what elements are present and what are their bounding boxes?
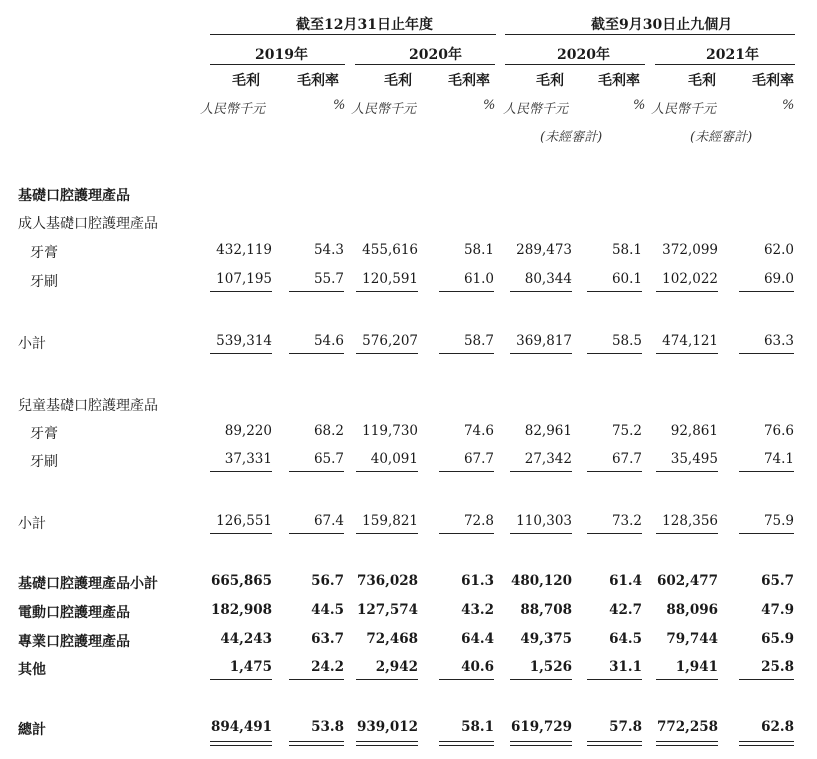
gross-profit-cell: 665,865 <box>210 573 272 589</box>
period-nine-months-underline <box>505 34 795 35</box>
gross-profit-cell: 88,096 <box>666 602 718 618</box>
total-double-underline <box>356 741 418 746</box>
unit-label: 人民幣千元 <box>200 102 266 117</box>
total-double-underline <box>739 741 794 746</box>
column-label: 毛利 <box>688 73 716 89</box>
gross-profit-cell: 92,861 <box>670 423 718 439</box>
gross-margin-cell: 63.3 <box>763 333 794 349</box>
gross-margin-cell: 58.1 <box>611 242 642 258</box>
cell-underline <box>439 533 494 534</box>
gross-profit-cell: 1,475 <box>229 659 272 675</box>
year-header: 2020年 <box>557 47 610 63</box>
gross-margin-cell: 62.8 <box>761 719 794 735</box>
section-title-basic: 基礎口腔護理產品 <box>18 188 130 204</box>
gross-margin-cell: 58.5 <box>611 333 642 349</box>
gross-profit-cell: 128,356 <box>662 513 718 529</box>
cell-underline <box>739 533 794 534</box>
gross-margin-cell: 54.3 <box>313 242 344 258</box>
cell-underline <box>510 533 572 534</box>
row-label: 小計 <box>18 336 46 352</box>
cell-underline <box>289 679 344 680</box>
gross-profit-cell: 539,314 <box>216 333 272 349</box>
gross-margin-cell: 58.7 <box>463 333 494 349</box>
cell-underline <box>656 679 718 680</box>
gross-profit-cell: 619,729 <box>510 719 572 735</box>
gross-margin-cell: 31.1 <box>609 659 642 675</box>
gross-profit-cell: 182,908 <box>210 602 272 618</box>
period-full-year-underline <box>210 34 496 35</box>
column-label: 毛利 <box>536 73 564 89</box>
cell-underline <box>656 291 718 292</box>
row-label: 牙膏 <box>30 245 58 261</box>
gross-profit-cell: 126,551 <box>216 513 272 529</box>
gross-margin-cell: 58.1 <box>463 242 494 258</box>
cell-underline <box>356 471 418 472</box>
gross-profit-cell: 37,331 <box>224 451 272 467</box>
column-label: 毛利率 <box>598 73 640 89</box>
gross-margin-cell: 73.2 <box>611 513 642 529</box>
gross-profit-cell: 455,616 <box>362 242 418 258</box>
gross-profit-cell: 79,744 <box>666 631 718 647</box>
cell-underline <box>356 291 418 292</box>
gross-profit-cell: 772,258 <box>656 719 718 735</box>
gross-margin-cell: 65.7 <box>761 573 794 589</box>
year-underline <box>655 64 795 65</box>
cell-underline <box>356 353 418 354</box>
gross-profit-cell: 474,121 <box>662 333 718 349</box>
unaudited-note: (未經審計) <box>540 130 603 145</box>
cell-underline <box>439 291 494 292</box>
gross-profit-cell: 40,091 <box>370 451 418 467</box>
cell-underline <box>210 471 272 472</box>
cell-underline <box>210 291 272 292</box>
row-label: 小計 <box>18 516 46 532</box>
column-label: 毛利率 <box>448 73 490 89</box>
gross-margin-cell: 24.2 <box>311 659 344 675</box>
year-header: 2021年 <box>706 47 759 63</box>
gross-profit-cell: 102,022 <box>662 271 718 287</box>
cell-underline <box>510 471 572 472</box>
gross-profit-cell: 480,120 <box>510 573 572 589</box>
cell-underline <box>587 353 642 354</box>
column-label: 毛利 <box>232 73 260 89</box>
cell-underline <box>510 679 572 680</box>
gross-profit-cell: 107,195 <box>216 271 272 287</box>
total-double-underline <box>210 741 272 746</box>
total-double-underline <box>656 741 718 746</box>
gross-profit-cell: 1,941 <box>675 659 718 675</box>
unit-label: % <box>782 98 795 113</box>
gross-profit-cell: 127,574 <box>356 602 418 618</box>
cell-underline <box>587 533 642 534</box>
cell-underline <box>356 533 418 534</box>
cell-underline <box>587 291 642 292</box>
year-header: 2020年 <box>409 47 462 63</box>
gross-margin-cell: 43.2 <box>461 602 494 618</box>
gross-profit-cell: 939,012 <box>356 719 418 735</box>
year-header: 2019年 <box>255 47 308 63</box>
cell-underline <box>289 533 344 534</box>
unit-label: 人民幣千元 <box>503 102 569 117</box>
gross-margin-cell: 64.4 <box>461 631 494 647</box>
gross-margin-cell: 60.1 <box>611 271 642 287</box>
gross-margin-cell: 55.7 <box>313 271 344 287</box>
section-title-adult: 成人基礎口腔護理產品 <box>18 216 158 232</box>
gross-profit-cell: 2,942 <box>375 659 418 675</box>
gross-margin-cell: 40.6 <box>461 659 494 675</box>
cell-underline <box>210 533 272 534</box>
row-label: 總計 <box>18 722 46 738</box>
gross-margin-cell: 54.6 <box>313 333 344 349</box>
gross-profit-cell: 80,344 <box>524 271 572 287</box>
gross-profit-cell: 27,342 <box>524 451 572 467</box>
cell-underline <box>510 291 572 292</box>
gross-margin-cell: 74.1 <box>763 451 794 467</box>
total-double-underline <box>289 741 344 746</box>
gross-profit-cell: 736,028 <box>356 573 418 589</box>
gross-profit-cell: 49,375 <box>520 631 572 647</box>
year-underline <box>355 64 495 65</box>
gross-margin-cell: 75.9 <box>763 513 794 529</box>
cell-underline <box>739 291 794 292</box>
cell-underline <box>439 353 494 354</box>
gross-margin-cell: 67.4 <box>313 513 344 529</box>
gross-profit-cell: 119,730 <box>362 423 418 439</box>
period-nine-months-header: 截至9月30日止九個月 <box>591 17 733 33</box>
gross-margin-cell: 44.5 <box>311 602 344 618</box>
gross-profit-cell: 432,119 <box>216 242 272 258</box>
row-label: 牙膏 <box>30 426 58 442</box>
gross-margin-cell: 56.7 <box>311 573 344 589</box>
gross-profit-cell: 1,526 <box>529 659 572 675</box>
column-label: 毛利率 <box>297 73 339 89</box>
gross-profit-cell: 576,207 <box>362 333 418 349</box>
cell-underline <box>439 471 494 472</box>
cell-underline <box>210 353 272 354</box>
gross-margin-cell: 62.0 <box>763 242 794 258</box>
gross-margin-cell: 63.7 <box>311 631 344 647</box>
row-label: 牙刷 <box>30 274 58 290</box>
gross-margin-cell: 57.8 <box>609 719 642 735</box>
column-label: 毛利 <box>384 73 412 89</box>
gross-margin-cell: 47.9 <box>761 602 794 618</box>
gross-profit-cell: 82,961 <box>524 423 572 439</box>
gross-margin-cell: 72.8 <box>463 513 494 529</box>
unit-label: % <box>633 98 646 113</box>
gross-margin-cell: 68.2 <box>313 423 344 439</box>
total-double-underline <box>587 741 642 746</box>
gross-profit-cell: 602,477 <box>656 573 718 589</box>
gross-margin-cell: 61.3 <box>461 573 494 589</box>
cell-underline <box>739 353 794 354</box>
row-label: 基礎口腔護理產品小計 <box>18 576 158 592</box>
gross-margin-cell: 42.7 <box>609 602 642 618</box>
gross-margin-cell: 65.9 <box>761 631 794 647</box>
row-label: 專業口腔護理產品 <box>18 634 130 650</box>
section-title-child: 兒童基礎口腔護理產品 <box>18 398 158 414</box>
gross-margin-cell: 53.8 <box>311 719 344 735</box>
row-label: 其他 <box>18 662 46 678</box>
gross-margin-cell: 76.6 <box>763 423 794 439</box>
cell-underline <box>656 353 718 354</box>
gross-margin-cell: 69.0 <box>763 271 794 287</box>
gross-profit-cell: 35,495 <box>670 451 718 467</box>
cell-underline <box>739 471 794 472</box>
gross-margin-cell: 74.6 <box>463 423 494 439</box>
cell-underline <box>439 679 494 680</box>
gross-margin-cell: 67.7 <box>463 451 494 467</box>
period-full-year-header: 截至12月31日止年度 <box>296 17 433 33</box>
cell-underline <box>289 291 344 292</box>
unit-label: 人民幣千元 <box>351 102 417 117</box>
year-underline <box>505 64 645 65</box>
cell-underline <box>739 679 794 680</box>
row-label: 牙刷 <box>30 454 58 470</box>
cell-underline <box>289 471 344 472</box>
unit-label: % <box>483 98 496 113</box>
gross-profit-cell: 120,591 <box>362 271 418 287</box>
year-underline <box>210 64 345 65</box>
gross-profit-cell: 44,243 <box>220 631 272 647</box>
gross-margin-cell: 61.4 <box>609 573 642 589</box>
gross-margin-cell: 64.5 <box>609 631 642 647</box>
unit-label: % <box>333 98 346 113</box>
cell-underline <box>656 471 718 472</box>
cell-underline <box>510 353 572 354</box>
gross-profit-cell: 372,099 <box>662 242 718 258</box>
gross-margin-cell: 61.0 <box>463 271 494 287</box>
gross-profit-cell: 88,708 <box>520 602 572 618</box>
gross-margin-cell: 65.7 <box>313 451 344 467</box>
row-label: 電動口腔護理產品 <box>18 605 130 621</box>
gross-margin-cell: 75.2 <box>611 423 642 439</box>
cell-underline <box>210 679 272 680</box>
column-label: 毛利率 <box>752 73 794 89</box>
gross-margin-cell: 25.8 <box>761 659 794 675</box>
gross-margin-cell: 67.7 <box>611 451 642 467</box>
gross-profit-cell: 72,468 <box>366 631 418 647</box>
unaudited-note: (未經審計) <box>690 130 753 145</box>
total-double-underline <box>510 741 572 746</box>
total-double-underline <box>439 741 494 746</box>
gross-profit-cell: 159,821 <box>362 513 418 529</box>
cell-underline <box>289 353 344 354</box>
gross-profit-cell: 369,817 <box>516 333 572 349</box>
gross-profit-cell: 89,220 <box>224 423 272 439</box>
cell-underline <box>587 471 642 472</box>
gross-profit-cell: 289,473 <box>516 242 572 258</box>
cell-underline <box>656 533 718 534</box>
gross-margin-cell: 58.1 <box>461 719 494 735</box>
unit-label: 人民幣千元 <box>651 102 717 117</box>
cell-underline <box>587 679 642 680</box>
gross-profit-cell: 894,491 <box>210 719 272 735</box>
cell-underline <box>356 679 418 680</box>
gross-profit-cell: 110,303 <box>516 513 572 529</box>
